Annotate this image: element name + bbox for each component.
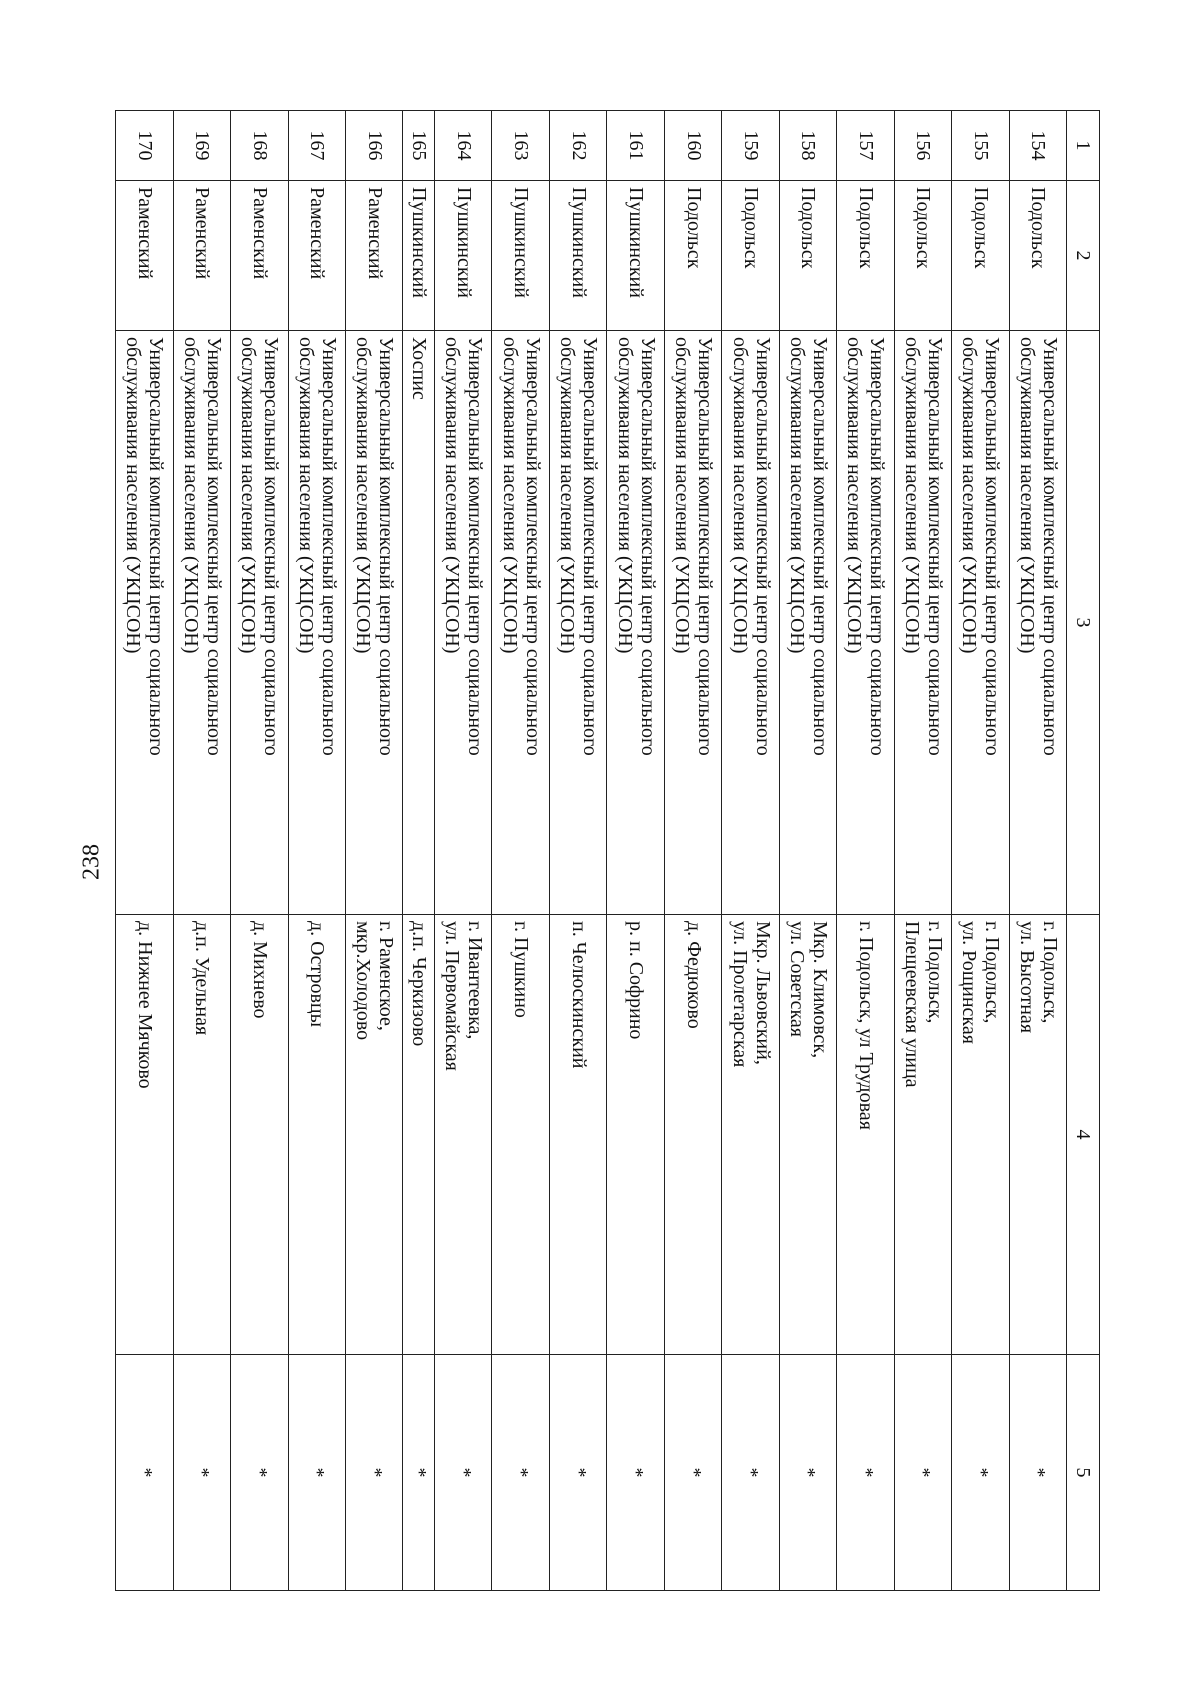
address-line-2: ул. Пролетарская: [728, 921, 751, 1068]
address-cell: [722, 915, 779, 1355]
facility-name-line-1: Универсальный комплексный центр социального: [317, 337, 340, 756]
facility-name-line-1: Универсальный комплексный центр социального: [923, 337, 946, 756]
facility-name-line-2: обслуживания населения (УКЦСОН): [958, 337, 981, 654]
row-number: 162: [549, 111, 606, 181]
table-row: [173, 111, 230, 1591]
row-number: 158: [779, 111, 836, 181]
address-cell: [779, 915, 836, 1355]
mark-cell: *: [952, 1355, 1009, 1591]
facility-name-cell: [492, 331, 549, 915]
table-row: [346, 111, 403, 1591]
district-cell: Раменский: [231, 181, 288, 331]
address-cell: [837, 915, 894, 1355]
row-number: 161: [607, 111, 664, 181]
district-cell: Пушкинский: [435, 181, 492, 331]
table-body: [116, 111, 1067, 1591]
mark-cell: *: [722, 1355, 779, 1591]
facility-name-cell: [403, 331, 435, 915]
mark-cell: *: [1009, 1355, 1066, 1591]
facility-name-line-2: обслуживания населения (УКЦСОН): [900, 337, 923, 654]
row-number: 160: [664, 111, 721, 181]
district-cell: Пушкинский: [403, 181, 435, 331]
district-cell: Раменский: [116, 181, 174, 331]
row-number: 159: [722, 111, 779, 181]
row-number: 163: [492, 111, 549, 181]
table-row: [837, 111, 894, 1591]
district-cell: Раменский: [288, 181, 345, 331]
facility-name-line-1: Хоспис: [408, 337, 431, 400]
facility-name-cell: [607, 331, 664, 915]
mark-cell: *: [346, 1355, 403, 1591]
address-line-1: д.п. Удельная: [191, 921, 214, 1036]
address-line-1: г. Пушкино: [510, 921, 533, 1018]
address-line-2: Плещеевская улица: [900, 921, 923, 1088]
facility-name-cell: [288, 331, 345, 915]
table-row: [403, 111, 435, 1591]
mark-cell: *: [403, 1355, 435, 1591]
facility-name-line-1: Универсальный комплексный центр социального: [694, 337, 717, 756]
table-row: [779, 111, 836, 1591]
address-cell: [173, 915, 230, 1355]
facility-name-line-2: обслуживания населения (УКЦСОН): [556, 337, 579, 654]
facility-name-line-2: обслуживания населения (УКЦСОН): [179, 337, 202, 654]
facility-name-line-2: обслуживания населения (УКЦСОН): [671, 337, 694, 654]
facility-name-line-2: обслуживания населения (УКЦСОН): [237, 337, 260, 654]
facilities-table: [115, 110, 1100, 1591]
address-cell: [435, 915, 492, 1355]
mark-cell: *: [492, 1355, 549, 1591]
address-line-1: д. Федюково: [682, 921, 705, 1029]
address-cell: [288, 915, 345, 1355]
header-row: [1067, 111, 1100, 1591]
address-line-1: д. Островцы: [306, 921, 329, 1028]
district-cell: Пушкинский: [549, 181, 606, 331]
facility-name-line-1: Универсальный комплексный центр социального: [808, 337, 831, 756]
address-cell: [346, 915, 403, 1355]
address-cell: [607, 915, 664, 1355]
mark-cell: *: [435, 1355, 492, 1591]
mark-cell: *: [288, 1355, 345, 1591]
address-line-2: ул. Советская: [785, 921, 808, 1037]
address-cell: [952, 915, 1009, 1355]
facility-name-line-2: обслуживания населения (УКЦСОН): [843, 337, 866, 654]
district-cell: Подольск: [722, 181, 779, 331]
row-number: 155: [952, 111, 1009, 181]
facility-name-line-2: обслуживания населения (УКЦСОН): [294, 337, 317, 654]
address-cell: [549, 915, 606, 1355]
row-number: 166: [346, 111, 403, 181]
facility-name-line-1: Универсальный комплексный центр социального: [521, 337, 544, 756]
row-number: 157: [837, 111, 894, 181]
table-row: [894, 111, 951, 1591]
facility-name-line-2: обслуживания населения (УКЦСОН): [728, 337, 751, 654]
district-cell: Подольск: [779, 181, 836, 331]
address-line-1: г. Раменское,: [375, 921, 398, 1031]
row-number: 156: [894, 111, 951, 181]
address-cell: [492, 915, 549, 1355]
address-line-1: р. п. Софрино: [625, 921, 648, 1040]
facility-name-line-2: обслуживания населения (УКЦСОН): [785, 337, 808, 654]
facility-name-cell: [231, 331, 288, 915]
facility-name-line-2: обслуживания населения (УКЦСОН): [498, 337, 521, 654]
district-cell: Подольск: [952, 181, 1009, 331]
address-line-1: г. Подольск, ул Трудовая: [854, 921, 877, 1130]
mark-cell: *: [779, 1355, 836, 1591]
facility-name-line-1: Универсальный комплексный центр социального: [145, 337, 168, 756]
row-number: 164: [435, 111, 492, 181]
address-line-1: д. Нижнее Мячково: [133, 921, 156, 1089]
facility-name-line-2: обслуживания населения (УКЦСОН): [613, 337, 636, 654]
facility-name-line-2: обслуживания населения (УКЦСОН): [352, 337, 375, 654]
mark-cell: *: [607, 1355, 664, 1591]
address-cell: [1009, 915, 1066, 1355]
page-number: 238: [78, 844, 105, 880]
address-line-1: г. Подольск,: [981, 921, 1004, 1024]
address-line-1: г. Ивантеевка,: [464, 921, 487, 1040]
table-row: [492, 111, 549, 1591]
row-number: 168: [231, 111, 288, 181]
facility-name-line-1: Универсальный комплексный центр социального: [260, 337, 283, 756]
facility-name-cell: [837, 331, 894, 915]
address-line-1: д. Михнево: [248, 921, 271, 1019]
facility-name-cell: [722, 331, 779, 915]
address-line-1: Мкр. Львовский,: [751, 921, 774, 1065]
address-cell: [664, 915, 721, 1355]
district-cell: Подольск: [1009, 181, 1066, 331]
facility-name-line-2: обслуживания населения (УКЦСОН): [1015, 337, 1038, 654]
facility-name-cell: [346, 331, 403, 915]
mark-cell: *: [664, 1355, 721, 1591]
facility-name-cell: [779, 331, 836, 915]
facility-name-line-1: Универсальный комплексный центр социального: [981, 337, 1004, 756]
address-cell: [894, 915, 951, 1355]
table-row: [607, 111, 664, 1591]
facility-name-line-1: Универсальный комплексный центр социального: [202, 337, 225, 756]
facility-name-line-1: Универсальный комплексный центр социального: [751, 337, 774, 756]
mark-cell: *: [173, 1355, 230, 1591]
facility-name-line-1: Универсальный комплексный центр социального: [579, 337, 602, 756]
table-row: [435, 111, 492, 1591]
header-col-4: 4: [1067, 915, 1100, 1355]
facility-name-cell: [173, 331, 230, 915]
facility-name-line-1: Универсальный комплексный центр социального: [866, 337, 889, 756]
table-row: [722, 111, 779, 1591]
mark-cell: *: [549, 1355, 606, 1591]
address-line-2: ул. Первомайская: [441, 921, 464, 1071]
mark-cell: *: [837, 1355, 894, 1591]
district-cell: Подольск: [837, 181, 894, 331]
facility-name-cell: [894, 331, 951, 915]
header-col-1: 1: [1067, 111, 1100, 181]
facility-name-line-1: Универсальный комплексный центр социального: [464, 337, 487, 756]
address-cell: [403, 915, 435, 1355]
header-col-2: 2: [1067, 181, 1100, 331]
district-cell: Пушкинский: [607, 181, 664, 331]
district-cell: Раменский: [173, 181, 230, 331]
mark-cell: *: [116, 1355, 174, 1591]
table-row: [664, 111, 721, 1591]
table-row: [288, 111, 345, 1591]
district-cell: Подольск: [664, 181, 721, 331]
facility-name-cell: [952, 331, 1009, 915]
header-col-3: 3: [1067, 331, 1100, 915]
mark-cell: *: [231, 1355, 288, 1591]
address-line-1: г. Подольск,: [1038, 921, 1061, 1024]
address-line-2: ул. Рощинская: [958, 921, 981, 1044]
address-cell: [116, 915, 174, 1355]
facility-name-line-1: Универсальный комплексный центр социального: [375, 337, 398, 756]
rotated-table-container: [115, 110, 1100, 1590]
facility-name-cell: [1009, 331, 1066, 915]
header-col-5: 5: [1067, 1355, 1100, 1591]
address-line-2: ул. Высотная: [1015, 921, 1038, 1034]
facility-name-cell: [549, 331, 606, 915]
row-number: 170: [116, 111, 174, 181]
facility-name-line-2: обслуживания населения (УКЦСОН): [441, 337, 464, 654]
table-row: [1009, 111, 1066, 1591]
address-line-1: Мкр. Климовск,: [808, 921, 831, 1059]
address-line-1: г. Подольск,: [923, 921, 946, 1024]
row-number: 169: [173, 111, 230, 181]
facility-name-cell: [435, 331, 492, 915]
table-row: [231, 111, 288, 1591]
district-cell: Раменский: [346, 181, 403, 331]
row-number: 154: [1009, 111, 1066, 181]
address-line-2: мкр.Холодово: [352, 921, 375, 1041]
address-cell: [231, 915, 288, 1355]
facility-name-line-1: Универсальный комплексный центр социального: [636, 337, 659, 756]
address-line-1: д.п. Черкизово: [408, 921, 431, 1047]
facility-name-line-1: Универсальный комплексный центр социального: [1038, 337, 1061, 756]
row-number: 167: [288, 111, 345, 181]
facility-name-cell: [664, 331, 721, 915]
table-row: [116, 111, 174, 1591]
facility-name-line-2: обслуживания населения (УКЦСОН): [122, 337, 145, 654]
district-cell: Подольск: [894, 181, 951, 331]
district-cell: Пушкинский: [492, 181, 549, 331]
facility-name-cell: [116, 331, 174, 915]
table-row: [952, 111, 1009, 1591]
row-number: 165: [403, 111, 435, 181]
mark-cell: *: [894, 1355, 951, 1591]
address-line-1: п. Челюскинский: [567, 921, 590, 1069]
table-row: [549, 111, 606, 1591]
